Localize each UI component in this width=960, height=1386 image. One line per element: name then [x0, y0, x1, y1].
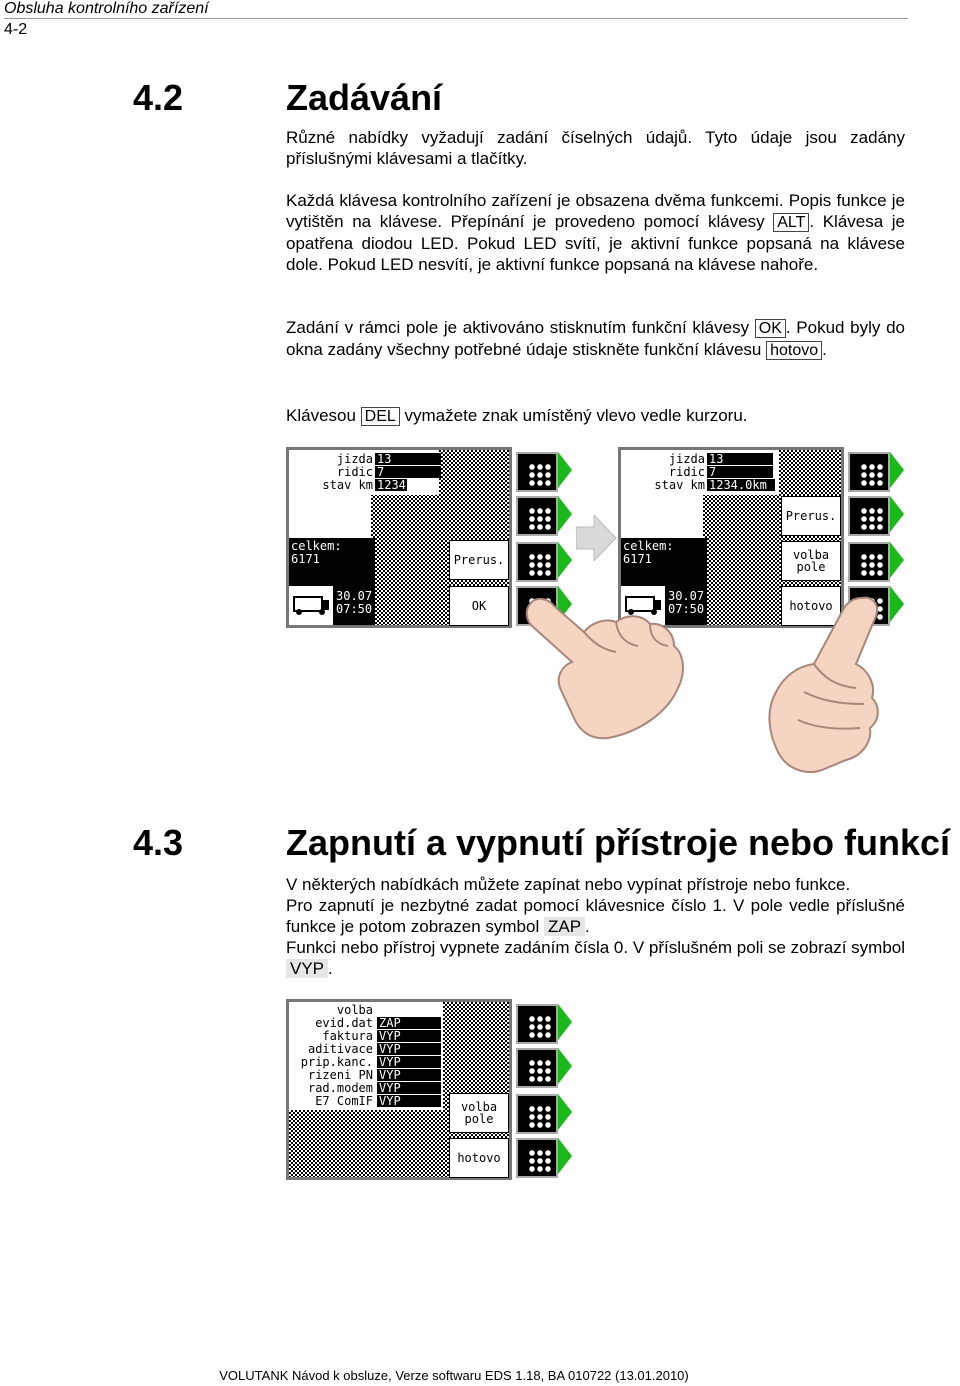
screen2-label-2: ridic	[668, 465, 705, 479]
right-arrow-icon	[576, 515, 616, 561]
keypad-dots-icon	[528, 1059, 552, 1083]
screen3-label-6: rad.modem	[307, 1081, 373, 1095]
intro-paragraph	[286, 127, 905, 169]
screen1-label-3: stav km	[322, 478, 373, 492]
paragraph-3a: Zadání v rámci pole je aktivováno stisknutím funkční klávesy	[286, 318, 755, 337]
keypad-dots-icon	[860, 507, 884, 531]
screen2-total-value: 6171	[623, 552, 652, 566]
led-arrow-icon	[890, 542, 904, 578]
led-arrow-icon	[890, 452, 904, 488]
hardware-key-12[interactable]	[514, 1136, 572, 1176]
keypad-dots-icon	[528, 1149, 552, 1173]
screen3-value-5: VYP	[377, 1069, 441, 1081]
truck-icon	[293, 596, 329, 614]
terminal-screen-3	[286, 999, 512, 1180]
section-number: 4.2	[133, 77, 184, 118]
softkey-ok[interactable]: OK	[449, 586, 509, 626]
softkey-prerus[interactable]: Prerus.	[781, 496, 841, 536]
screen3-label-5: rizeni PN	[307, 1068, 373, 1082]
softkey-volba-pole[interactable]: volba pole	[781, 541, 841, 581]
hotovo-key-label: hotovo	[766, 341, 822, 360]
paragraph-4	[286, 405, 905, 427]
screen1-date: 30.07	[336, 589, 373, 603]
screen3-label-2: faktura	[322, 1029, 373, 1043]
screen2-total-label: celkem:	[623, 539, 674, 553]
paragraph-2b: . Klávesa je opatřena diodou LED. Pokud LED svítí, je aktivní funkce popsaná na klávese dole. Pokud LED nesvítí, je aktivní funkce popsaná na klávese nahoře.	[286, 212, 905, 274]
hardware-key-2[interactable]	[514, 494, 572, 534]
hardware-key-6[interactable]	[846, 494, 904, 534]
paragraph-4b: vymažete znak umístěný vlevo vedle kurzoru.	[399, 406, 748, 425]
softkey-hotovo[interactable]: hotovo	[449, 1138, 509, 1178]
hardware-key-1[interactable]	[514, 450, 572, 490]
keypad-dots-icon	[528, 1105, 552, 1129]
led-arrow-icon	[890, 586, 904, 622]
vyp-symbol: VYP	[286, 959, 328, 978]
keypad-dots-icon	[860, 553, 884, 577]
zap-symbol: ZAP	[544, 917, 585, 936]
screen3-label-1: evid.dat	[315, 1016, 373, 1030]
section-title: Zadávání	[286, 77, 443, 118]
s43-paragraph-3b: .	[328, 959, 333, 978]
screen3-value-7: VYP	[377, 1095, 441, 1107]
softkey-prerus[interactable]: Prerus.	[449, 540, 509, 580]
screen3-value-3: VYP	[377, 1043, 441, 1055]
paragraph-3b: . Pokud byly do okna zadány všechny potřebné údaje stiskněte funkční klávesu	[286, 318, 905, 359]
screen3-value-4: VYP	[377, 1056, 441, 1068]
led-arrow-icon	[558, 1138, 572, 1174]
paragraph-3c: .	[822, 340, 827, 359]
keypad-dots-icon	[528, 1015, 552, 1039]
paragraph-3	[286, 317, 905, 361]
screen3-value-2: VYP	[377, 1030, 441, 1042]
screen1-total-label: celkem:	[291, 539, 342, 553]
screen2-value-2: 7	[707, 466, 773, 478]
screen1-label-1: jizda	[336, 452, 373, 466]
header-rule	[4, 18, 908, 19]
keypad-dots-icon	[528, 507, 552, 531]
hardware-key-7[interactable]	[846, 540, 904, 580]
s43-paragraph-2b: .	[585, 917, 590, 936]
s43-paragraph-1: V některých nabídkách můžete zapínat nebo vypínat přístroje nebo funkce.	[286, 875, 851, 894]
screen2-date: 30.07	[668, 589, 705, 603]
section-4-3-text	[286, 874, 905, 979]
paragraph-2a: Každá klávesa kontrolního zařízení je obsazena dvěma funkcemi. Popis funkce je vytištěn na klávese. Přepínání je provedeno pomocí klávesy	[286, 191, 905, 231]
screen1-time: 07:50	[336, 602, 373, 616]
softkey-volba-pole[interactable]: volba pole	[449, 1093, 509, 1133]
page-number: 4-2	[4, 21, 28, 38]
s43-paragraph-3a: Funkci nebo přístroj vypnete zadáním čísla 0. V příslušném poli se zobrazí symbol	[286, 938, 905, 957]
led-arrow-icon	[558, 1004, 572, 1040]
screen2-label-1: jizda	[668, 452, 705, 466]
screen3-value-6: VYP	[377, 1082, 441, 1094]
header-title: Obsluha kontrolního zařízení	[4, 0, 209, 17]
screen1-value-1: 13	[375, 453, 441, 465]
terminal-screen-1	[286, 447, 512, 628]
screen3-label-7: E7 ComIF	[315, 1094, 373, 1108]
screen1-value-3: 1234	[377, 478, 406, 492]
alt-key-label: ALT	[773, 213, 809, 232]
paragraph-4a: Klávesou	[286, 406, 361, 425]
screen1-label-2: ridic	[336, 465, 373, 479]
keypad-dots-icon	[528, 553, 552, 577]
screen1-value-2: 7	[375, 466, 441, 478]
pointing-hand-icon	[522, 592, 692, 752]
screen3-heading: volba	[336, 1003, 373, 1017]
section-title: Zapnutí a vypnutí přístroje nebo funkcí	[286, 822, 951, 863]
section-number: 4.3	[133, 822, 184, 863]
hardware-key-3[interactable]	[514, 540, 572, 580]
screen3-value-1: ZAP	[377, 1017, 441, 1029]
paragraph-1: Různé nabídky vyžadují zadání číselných údajů. Tyto údaje jsou zadány příslušnými klávesami a tlačítky.	[286, 128, 905, 168]
led-arrow-icon	[558, 542, 572, 578]
hardware-key-10[interactable]	[514, 1046, 572, 1086]
footer-text: VOLUTANK Návod k obsluze, Verze softwaru EDS 1.18, BA 010722 (13.01.2010)	[219, 1368, 689, 1383]
screen2-label-3: stav km	[654, 478, 705, 492]
screen2-time: 07:50	[668, 602, 705, 616]
hardware-key-5[interactable]	[846, 450, 904, 490]
led-arrow-icon	[558, 1048, 572, 1084]
screen2-value-3: 1234.0km	[707, 479, 775, 491]
page-footer	[0, 1368, 908, 1383]
hardware-key-11[interactable]	[514, 1092, 572, 1132]
screen3-label-4: prip.kanc.	[300, 1055, 373, 1069]
led-arrow-icon	[558, 452, 572, 488]
screen3-label-3: aditivace	[307, 1042, 373, 1056]
hardware-key-9[interactable]	[514, 1002, 572, 1042]
led-arrow-icon	[890, 496, 904, 532]
del-key-label: DEL	[361, 407, 400, 426]
pointing-hand-icon	[764, 592, 888, 780]
keypad-dots-icon	[528, 463, 552, 487]
screen1-total-value: 6171	[291, 552, 320, 566]
paragraph-2	[286, 190, 905, 275]
screen2-value-1: 13	[707, 453, 773, 465]
led-arrow-icon	[558, 1094, 572, 1130]
led-arrow-icon	[558, 496, 572, 532]
keypad-dots-icon	[860, 463, 884, 487]
s43-paragraph-2a: Pro zapnutí je nezbytné zadat pomocí klávesnice číslo 1. V pole vedle příslušné funkce je potom zobrazen symbol	[286, 896, 905, 936]
softkey-hotovo[interactable]: hotovo	[781, 586, 841, 626]
ok-key-label: OK	[755, 319, 786, 338]
